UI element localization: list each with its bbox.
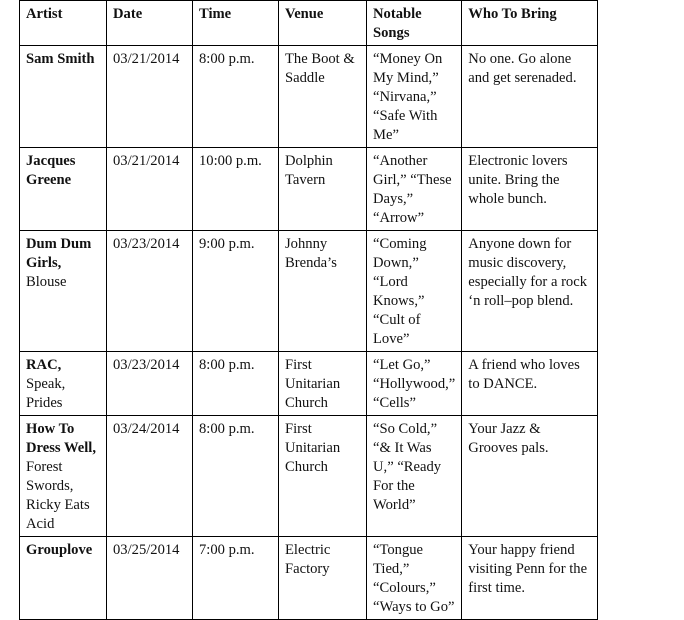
headliner: How To Dress Well, (26, 421, 96, 456)
venue-cell: Electric Factory (279, 537, 367, 620)
openers: Blouse (26, 274, 67, 290)
artist-cell (20, 46, 107, 148)
songs-cell: “Tongue Tied,” “Colours,” “Ways to Go” (367, 537, 462, 620)
date-cell: 03/21/2014 (107, 46, 193, 148)
date-cell: 03/23/2014 (107, 231, 193, 352)
bring-cell: A friend who loves to DANCE. (462, 352, 598, 416)
artist-cell (20, 231, 107, 352)
openers: Forest Swords, Ricky Eats Acid (26, 459, 90, 532)
date-cell: 03/25/2014 (107, 537, 193, 620)
bring-cell: No one. Go alone and get serenaded. (462, 46, 598, 148)
time-cell: 8:00 p.m. (193, 416, 279, 537)
headliner: Grouplove (26, 542, 93, 558)
header-artist: Artist (20, 1, 107, 46)
date-cell: 03/23/2014 (107, 352, 193, 416)
artist-cell (20, 148, 107, 231)
songs-cell: “So Cold,” “& It Was U,” “Ready For the World” (367, 416, 462, 537)
concert-table (19, 0, 598, 620)
venue-cell: First Unitarian Church (279, 416, 367, 537)
header-date: Date (107, 1, 193, 46)
artist-cell (20, 416, 107, 537)
headliner: RAC, (26, 357, 62, 373)
table-row (20, 352, 598, 416)
headliner: Dum Dum Girls, (26, 236, 92, 271)
header-notable-songs: Notable Songs (367, 1, 462, 46)
table-row (20, 416, 598, 537)
header-who-to-bring: Who To Bring (462, 1, 598, 46)
bring-cell: Electronic lovers unite. Bring the whole bunch. (462, 148, 598, 231)
time-cell: 7:00 p.m. (193, 537, 279, 620)
headliner: Sam Smith (26, 51, 95, 67)
time-cell: 10:00 p.m. (193, 148, 279, 231)
header-row (20, 1, 598, 46)
artist-cell (20, 352, 107, 416)
venue-cell: Dolphin Tavern (279, 148, 367, 231)
songs-cell: “Money On My Mind,” “Nirvana,” “Safe With Me” (367, 46, 462, 148)
table-row (20, 537, 598, 620)
headliner: Jacques Greene (26, 153, 76, 188)
table-row (20, 231, 598, 352)
bring-cell: Your happy friend visiting Penn for the first time. (462, 537, 598, 620)
openers: Speak, Prides (26, 376, 66, 411)
table-row (20, 148, 598, 231)
bring-cell: Anyone down for music discovery, especially for a rock ‘n roll–pop blend. (462, 231, 598, 352)
header-venue: Venue (279, 1, 367, 46)
venue-cell: The Boot & Saddle (279, 46, 367, 148)
time-cell: 8:00 p.m. (193, 352, 279, 416)
time-cell: 8:00 p.m. (193, 46, 279, 148)
venue-cell: First Unitarian Church (279, 352, 367, 416)
time-cell: 9:00 p.m. (193, 231, 279, 352)
songs-cell: “Another Girl,” “These Days,” “Arrow” (367, 148, 462, 231)
venue-cell: Johnny Brenda’s (279, 231, 367, 352)
date-cell: 03/24/2014 (107, 416, 193, 537)
artist-cell (20, 537, 107, 620)
songs-cell: “Coming Down,” “Lord Knows,” “Cult of Love” (367, 231, 462, 352)
songs-cell: “Let Go,” “Hollywood,” “Cells” (367, 352, 462, 416)
bring-cell: Your Jazz & Grooves pals. (462, 416, 598, 537)
table-row (20, 46, 598, 148)
header-time: Time (193, 1, 279, 46)
date-cell: 03/21/2014 (107, 148, 193, 231)
concert-table-container (19, 0, 598, 620)
